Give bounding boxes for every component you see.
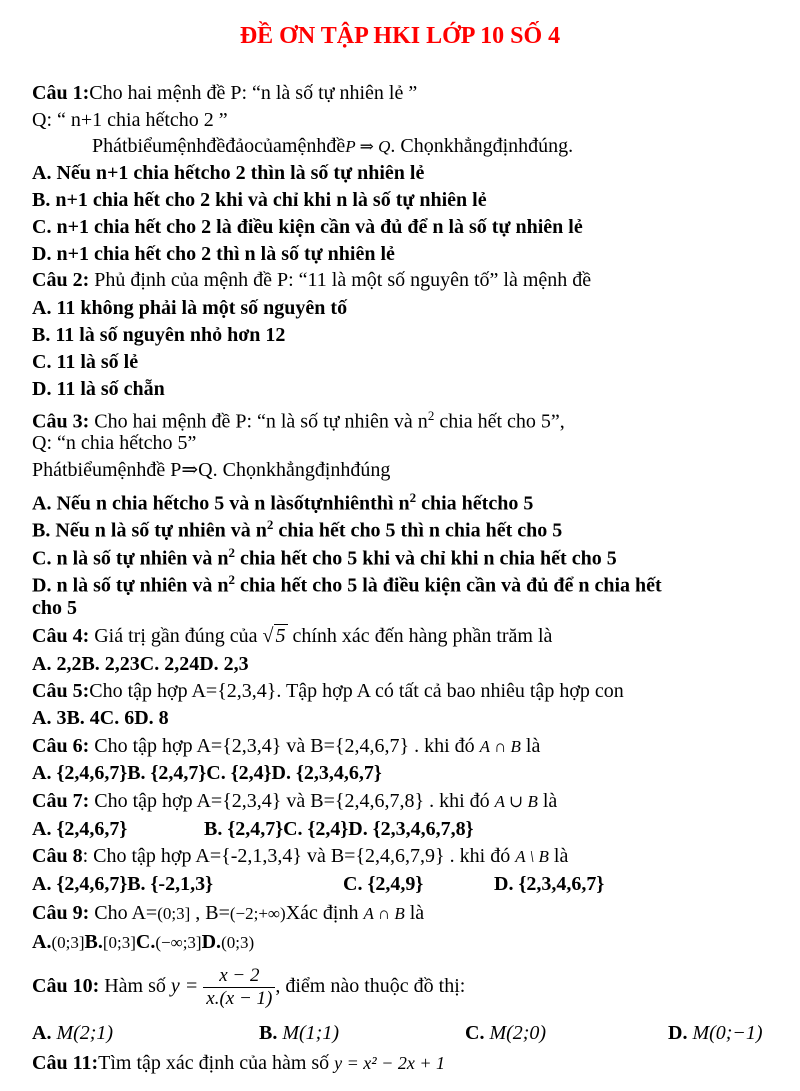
- question-3-option-d-end: chia hết cho 5 là điều kiện cần và đủ để n chia hết: [235, 574, 662, 597]
- question-9-label: Câu 9:: [32, 902, 90, 924]
- question-1-label: Câu 1:: [32, 82, 90, 104]
- question-1: [32, 80, 417, 106]
- question-2-text: Phủ định của mệnh đề P: “11 là một số nguyên tố” là mệnh đề: [89, 269, 592, 291]
- question-3-option-d-text: D. n là số tự nhiên và n: [32, 574, 229, 597]
- sqrt-argument: 5: [275, 625, 286, 647]
- question-3-option-b-text: B. Nếu n là số tự nhiên và n: [32, 519, 267, 542]
- question-3-option-d-sup: 2: [228, 572, 235, 587]
- question-7-label: Câu 7:: [32, 790, 90, 812]
- question-9-option-b-letter: B.: [84, 931, 103, 953]
- difference-formula: A \ B: [515, 847, 549, 866]
- question-9-option-d-letter: D.: [201, 931, 222, 953]
- question-4: [32, 623, 552, 649]
- question-6-label: Câu 6:: [32, 735, 90, 757]
- function-lhs: y =: [170, 975, 199, 997]
- sqrt-sign: √: [262, 625, 274, 647]
- intersection-formula: A ∩ B: [363, 904, 405, 923]
- question-3-label: Câu 3:: [32, 410, 90, 433]
- question-11: [32, 1050, 445, 1076]
- question-3-option-d: [32, 567, 662, 599]
- question-7-option-a: A. {2,4,6,7}: [32, 818, 128, 840]
- question-8-label: Câu 8: [32, 845, 83, 867]
- question-9-options: [32, 929, 254, 956]
- union-formula: A ∪ B: [494, 792, 538, 811]
- question-8-text-b: là: [548, 845, 569, 867]
- question-8: [32, 843, 568, 870]
- question-1-prompt-text: Phátbiểumệnhđềđảocủamệnhđề: [92, 135, 346, 157]
- question-5-options: A. 3B. 4C. 6D. 8: [32, 707, 169, 729]
- question-10-option-b-value: M(1;1): [282, 1022, 339, 1044]
- question-5-text: Cho tập hợp A={2,3,4}. Tập hợp A có tất cả bao nhiêu tập hợp con: [89, 680, 624, 702]
- question-3-prompt: Phátbiểumệnhđề P⇒Q. Chọnkhẳngđịnhđúng: [32, 459, 391, 481]
- question-10-option-a-letter: A.: [32, 1022, 52, 1044]
- question-4-text-b: chính xác đến hàng phần trăm là: [287, 625, 553, 647]
- page-title: ĐỀ ƠN TẬP HKI LỚP 10 SỐ 4: [239, 23, 561, 49]
- question-2-option-d: D. 11 là số chẵn: [32, 378, 165, 400]
- question-3-text-b: chia hết cho 5”,: [434, 410, 565, 433]
- question-7: [32, 788, 557, 815]
- question-10-option-a-value: M(2;1): [56, 1022, 114, 1044]
- set-b-interval: (−2;+∞): [229, 904, 286, 923]
- question-8-option-d: D. {2,3,4,6,7}: [494, 873, 605, 895]
- question-2-label: Câu 2:: [32, 269, 90, 291]
- question-3-option-b-sup: 2: [266, 517, 274, 532]
- question-9-option-b-value: [0;3]: [102, 933, 136, 952]
- question-9-option-a-value: (0;3]: [51, 933, 85, 952]
- question-5-label: Câu 5:: [32, 680, 90, 702]
- question-2-option-c: C. 11 là số lẻ: [32, 351, 139, 373]
- question-1-q-line: Q: “ n+1 chia hếtcho 2 ”: [32, 109, 228, 131]
- sqrt-symbol: [263, 624, 288, 647]
- question-9-text-b: , B=: [190, 902, 230, 924]
- question-3-sup: 2: [427, 408, 435, 423]
- question-2: [32, 267, 591, 293]
- question-6-text-a: Cho tập hợp A={2,3,4} và B={2,4,6,7} . khi đó: [89, 735, 480, 757]
- question-3-text-a: Cho hai mệnh đề P: “n là số tự nhiên và n: [89, 410, 428, 433]
- question-8-text-a: : Cho tập hợp A={-2,1,3,4} và B={2,4,6,7,9} . khi đó: [82, 845, 516, 867]
- question-1-prompt-end: . Chọnkhẳngđịnhđúng.: [390, 135, 574, 157]
- intersection-formula: A ∩ B: [479, 737, 521, 756]
- question-9-option-a-letter: A.: [32, 931, 52, 953]
- question-3-option-c-sup: 2: [228, 545, 235, 560]
- question-3-option-a-text: A. Nếu n chia hếtcho 5 và n làsốtựnhiênthì n: [32, 492, 410, 515]
- question-1-text: Cho hai mệnh đề P: “n là số tự nhiên lẻ ”: [89, 82, 418, 104]
- question-7-text-b: là: [537, 790, 558, 812]
- set-a-interval: (0;3]: [157, 904, 191, 923]
- question-1-formula: P ⇒ Q: [345, 137, 391, 156]
- question-3-q-line: Q: “n chia hếtcho 5”: [32, 432, 197, 454]
- question-6: [32, 733, 540, 760]
- question-10: [32, 962, 465, 1010]
- question-1-option-c: C. n+1 chia hết cho 2 là điều kiện cần và đủ để n là số tự nhiên lẻ: [32, 216, 583, 238]
- question-3-option-b: [32, 512, 562, 544]
- question-10-option-d-letter: D.: [668, 1022, 688, 1044]
- quadratic-function: y = x² − 2x + 1: [334, 1053, 445, 1073]
- question-11-text: Tìm tập xác định của hàm số: [98, 1052, 335, 1074]
- question-9-text-d: là: [404, 902, 425, 924]
- question-10-option-c-value: M(2;0): [489, 1022, 547, 1044]
- question-3-option-a-sup: 2: [409, 490, 417, 505]
- question-9: [32, 900, 424, 927]
- function-fraction: [203, 965, 275, 1010]
- question-9-option-d-value: (0;3): [221, 933, 255, 952]
- question-10-option-d-value: M(0;−1): [692, 1022, 763, 1044]
- question-2-option-a: A. 11 không phải là một số nguyên tố: [32, 297, 348, 319]
- question-10-option-c-letter: C.: [465, 1022, 485, 1044]
- question-1-option-d: D. n+1 chia hết cho 2 thì n là số tự nhiên lẻ: [32, 243, 395, 265]
- question-1-option-b: B. n+1 chia hết cho 2 khi và chỉ khi n là số tự nhiên lẻ: [32, 189, 487, 211]
- question-9-text-c: Xác định: [285, 902, 364, 924]
- question-3-option-a-end: chia hếtcho 5: [416, 492, 534, 515]
- question-5: [32, 678, 624, 704]
- question-10-option-b-letter: B.: [259, 1022, 278, 1044]
- question-8-option-c: C. {2,4,9}: [343, 873, 424, 895]
- fraction-numerator: x − 2: [203, 965, 275, 988]
- question-3-option-b-end: chia hết cho 5 thì n chia hết cho 5: [273, 519, 563, 542]
- question-7-text-a: Cho tập hợp A={2,3,4} và B={2,4,6,7,8} . khi đó: [89, 790, 495, 812]
- question-1-prompt: [92, 133, 573, 160]
- question-10-text-a: Hàm số: [99, 975, 171, 997]
- question-10-label: Câu 10:: [32, 975, 100, 997]
- question-6-text-b: là: [520, 735, 541, 757]
- question-3-option-c-text: C. n là số tự nhiên và n: [32, 547, 229, 570]
- question-1-option-a: A. Nếu n+1 chia hếtcho 2 thìn là số tự nhiên lẻ: [32, 162, 425, 184]
- question-11-label: Câu 11:: [32, 1052, 99, 1074]
- question-4-label: Câu 4:: [32, 625, 90, 647]
- question-3-option-c-end: chia hết cho 5 khi và chỉ khi n chia hết cho 5: [235, 547, 617, 570]
- question-4-options: A. 2,2B. 2,23C. 2,24D. 2,3: [32, 653, 249, 675]
- question-10-text-b: , điểm nào thuộc đồ thị:: [275, 975, 466, 997]
- question-8-options-ab: A. {2,4,6,7}B. {-2,1,3}: [32, 873, 213, 895]
- question-9-option-c-letter: C.: [135, 931, 156, 953]
- question-9-option-c-value: (−∞;3]: [155, 933, 202, 952]
- fraction-denominator: x.(x − 1): [206, 987, 273, 1009]
- question-6-options: A. {2,4,6,7}B. {2,4,7}C. {2,4}D. {2,3,4,6,7}: [32, 762, 382, 784]
- question-9-text-a: Cho A=: [89, 902, 158, 924]
- question-3-option-d-cont: cho 5: [32, 597, 77, 619]
- question-4-text-a: Giá trị gần đúng của: [89, 625, 263, 647]
- question-7-options-bcd: B. {2,4,7}C. {2,4}D. {2,3,4,6,7,8}: [204, 818, 474, 840]
- question-2-option-b: B. 11 là số nguyên nhỏ hơn 12: [32, 324, 286, 346]
